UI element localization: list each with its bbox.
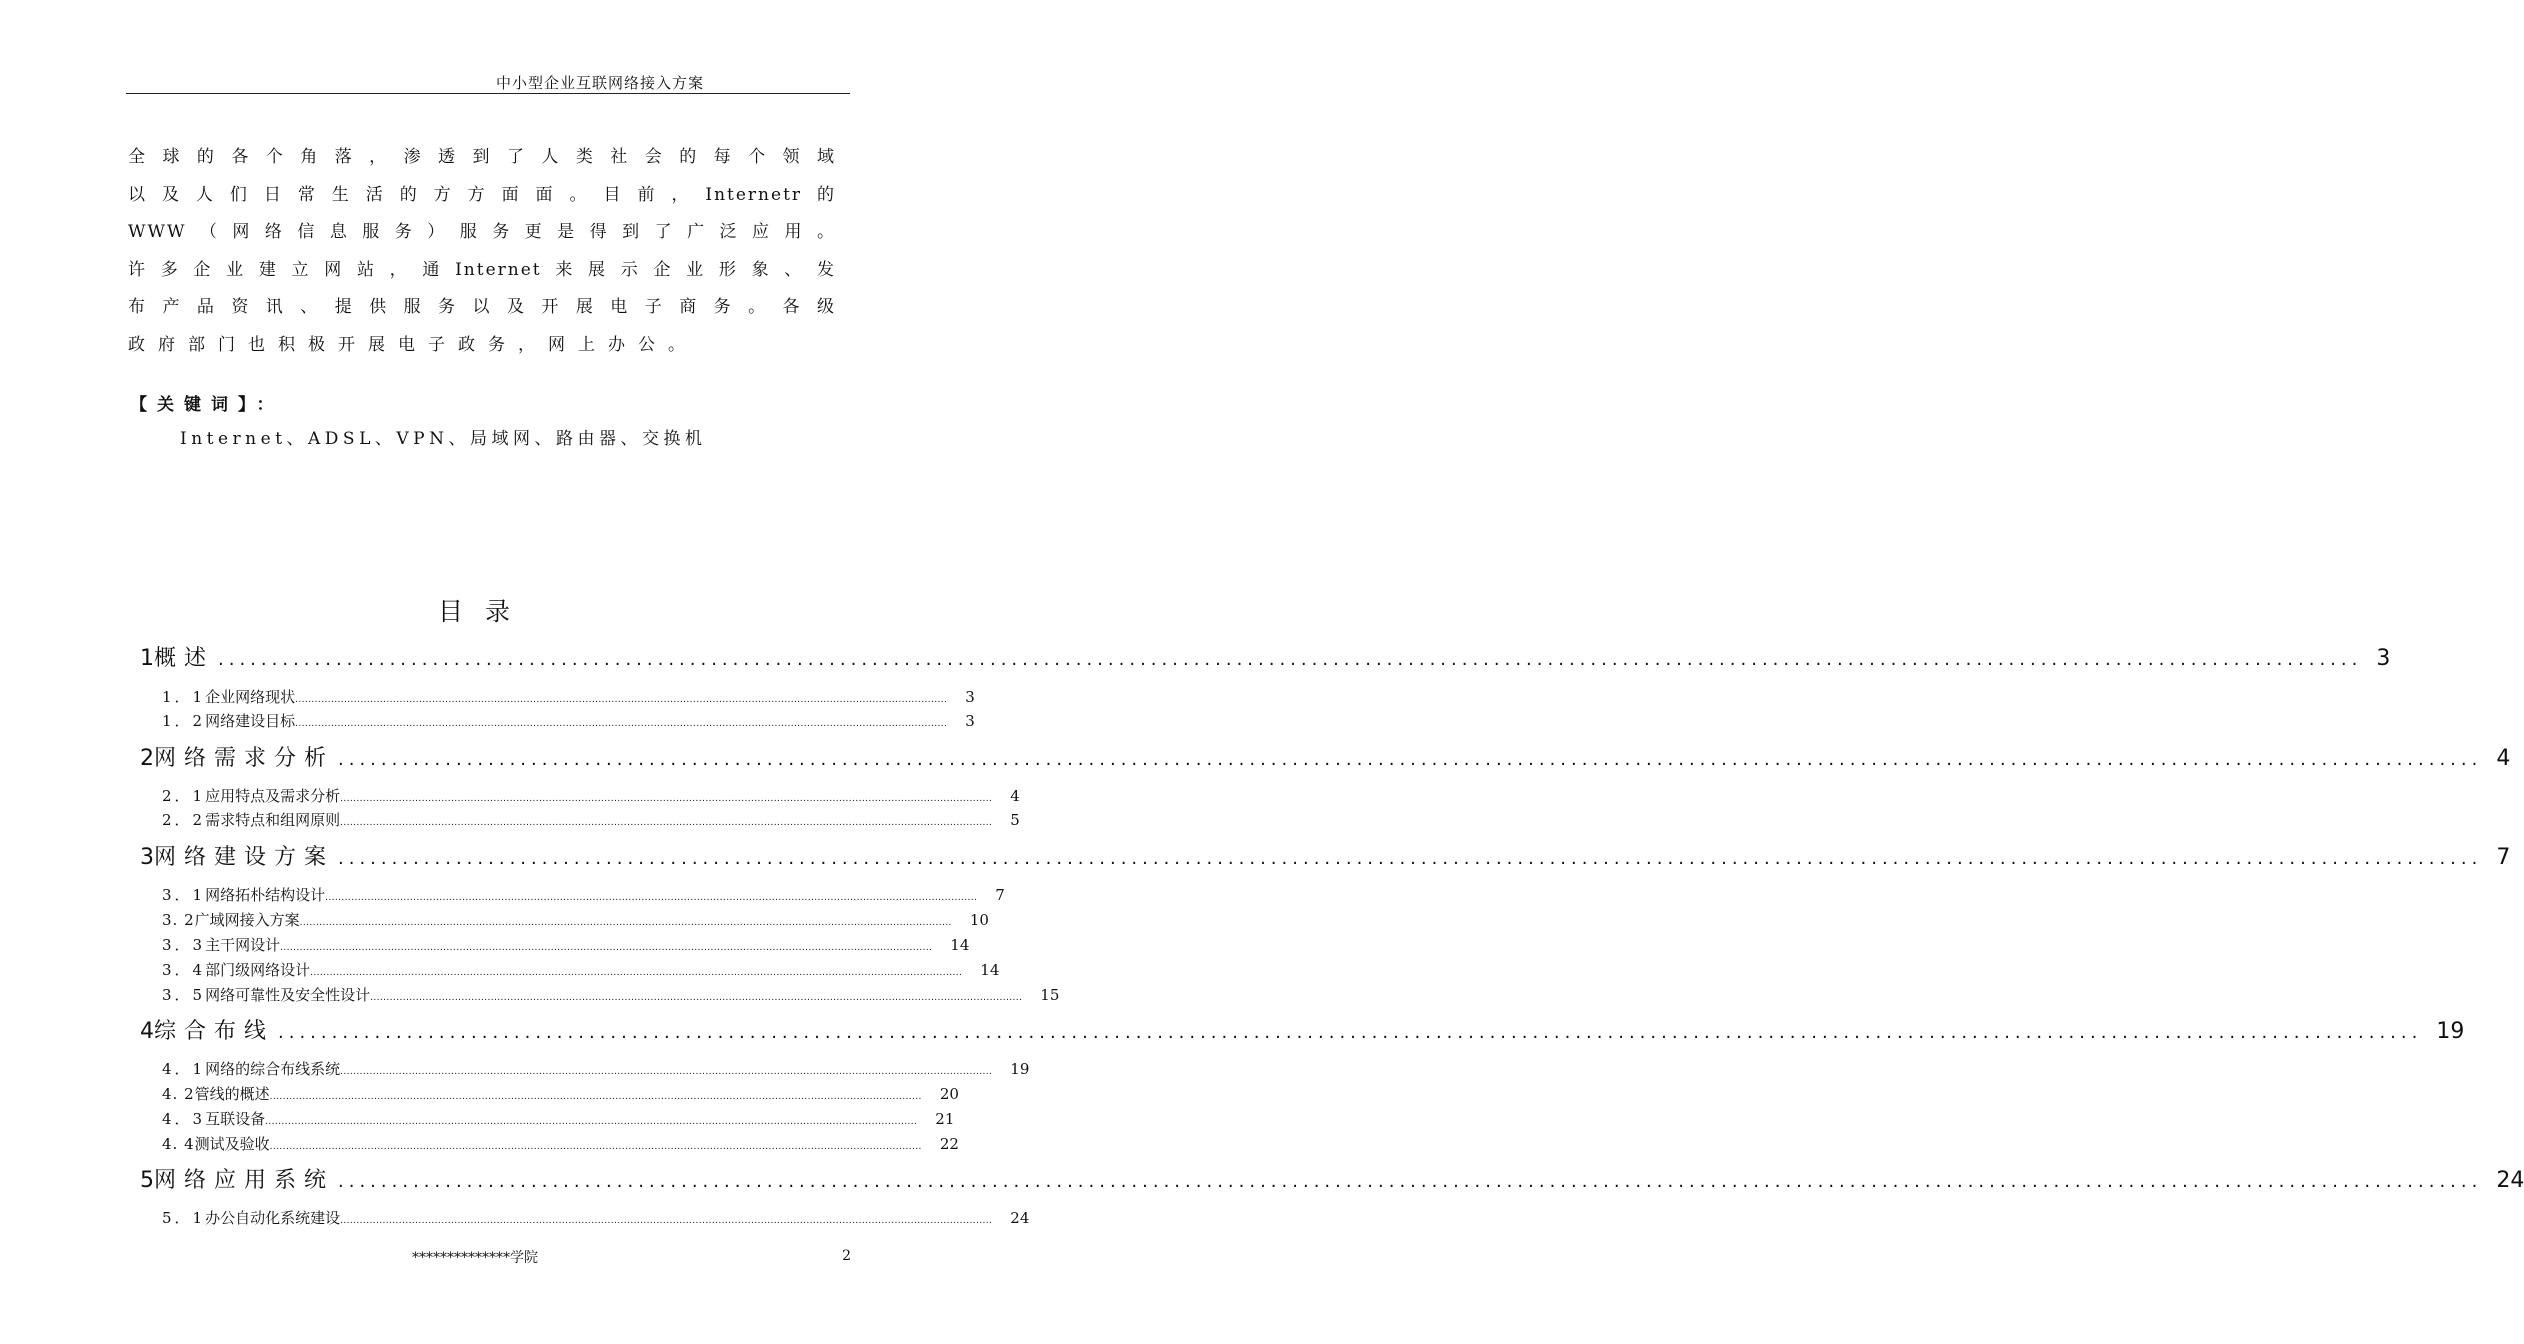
toc-dot-leader: ........................................................................................................................................................................................................ bbox=[278, 1022, 2423, 1043]
toc-title: 目录 bbox=[437, 597, 532, 626]
toc-entry-number: 3．5 bbox=[162, 986, 206, 1004]
toc-entry-number: 4 bbox=[140, 1019, 154, 1044]
toc-section-entry[interactable] bbox=[140, 884, 1005, 906]
toc-section-entry[interactable] bbox=[140, 686, 975, 708]
toc-entry-number: 2．2 bbox=[162, 811, 206, 829]
toc-entry-title: 概述 bbox=[154, 646, 215, 671]
toc-entry-page: 4 bbox=[1010, 787, 1020, 805]
toc-entry-title: 网络可靠性及安全性设计 bbox=[205, 986, 371, 1004]
toc-dot-leader: ........................................................................................................................................................................................................ bbox=[310, 968, 963, 978]
toc-section-entry[interactable] bbox=[140, 909, 989, 931]
toc-section-entry[interactable] bbox=[140, 785, 1020, 807]
toc-entry-page: 10 bbox=[969, 911, 989, 929]
keywords-label: 【关键词】： bbox=[130, 395, 284, 415]
toc-entry-title: 综合布线 bbox=[154, 1019, 275, 1044]
toc-dot-leader: ........................................................................................................................................................................................................ bbox=[338, 749, 2483, 770]
toc-entry-number: 1．1 bbox=[162, 688, 206, 706]
toc-entry-page: 19 bbox=[2436, 1019, 2465, 1044]
footer-institution: **************学院 bbox=[412, 1250, 538, 1266]
toc-entry-title: 互联设备 bbox=[205, 1110, 266, 1128]
toc-entry-title: 管线的概述 bbox=[194, 1085, 270, 1103]
toc-entry-number: 3．3 bbox=[162, 936, 206, 954]
toc-dot-leader: ........................................................................................................................................................................................................ bbox=[218, 649, 2363, 670]
toc-entry-number: 4. 4 bbox=[162, 1135, 195, 1153]
toc-entry-page: 7 bbox=[2496, 845, 2511, 870]
toc-entry-page: 20 bbox=[939, 1085, 959, 1103]
toc-entry-number: 3 bbox=[140, 845, 154, 870]
toc-entry-number: 5．1 bbox=[162, 1209, 206, 1227]
keywords-list: Internet、ADSL、VPN、局域网、路由器、交换机 bbox=[180, 429, 707, 449]
toc-dot-leader: ........................................................................................................................................................................................................ bbox=[269, 1092, 922, 1102]
toc-section-entry[interactable] bbox=[140, 1207, 1030, 1229]
toc-section-entry[interactable] bbox=[140, 809, 1020, 831]
toc-section-entry[interactable] bbox=[140, 1108, 955, 1130]
toc-entry-title: 网络建设方案 bbox=[154, 845, 335, 870]
toc-entry-page: 3 bbox=[965, 712, 975, 730]
toc-chapter-entry[interactable] bbox=[140, 642, 2391, 676]
toc-entry-title: 主干网设计 bbox=[205, 936, 281, 954]
toc-chapter-entry[interactable] bbox=[140, 841, 2511, 875]
body-line: 许多企业建立网站，通Internet来展示企业形象、发 bbox=[128, 259, 836, 280]
toc-entry-page: 7 bbox=[995, 886, 1005, 904]
toc-chapter-entry[interactable] bbox=[140, 1164, 2524, 1198]
body-paragraph bbox=[128, 139, 836, 364]
toc-entry-title: 网络应用系统 bbox=[154, 1168, 335, 1193]
toc-entry-number: 1．2 bbox=[162, 712, 206, 730]
running-header-title: 中小型企业互联网络接入方案 bbox=[495, 74, 704, 92]
toc-entry-title: 应用特点及需求分析 bbox=[205, 787, 341, 805]
toc-dot-leader: ........................................................................................................................................................................................................ bbox=[265, 1117, 918, 1127]
toc-entry-number: 2 bbox=[140, 746, 154, 771]
toc-section-entry[interactable] bbox=[140, 1083, 959, 1105]
toc-entry-page: 15 bbox=[1040, 986, 1060, 1004]
body-line: 全球的各个角落，渗透到了人类社会的每个领域 bbox=[128, 147, 836, 167]
toc-section-entry[interactable] bbox=[140, 984, 1060, 1006]
page-number: 2 bbox=[842, 1248, 851, 1264]
toc-entry-page: 19 bbox=[1010, 1060, 1030, 1078]
toc-entry-number: 2．1 bbox=[162, 787, 206, 805]
toc-dot-leader: ........................................................................................................................................................................................................ bbox=[340, 818, 993, 828]
toc-entry-page: 24 bbox=[1010, 1209, 1030, 1227]
body-line: 布产品资讯、提供服务以及开展电子商务。各级 bbox=[128, 297, 836, 317]
toc-section-entry[interactable] bbox=[140, 1133, 959, 1155]
toc-entry-page: 4 bbox=[2496, 746, 2511, 771]
toc-section-entry[interactable] bbox=[140, 959, 1000, 981]
toc-entry-page: 21 bbox=[935, 1110, 955, 1128]
toc-dot-leader: ........................................................................................................................................................................................................ bbox=[338, 1171, 2483, 1192]
body-line: WWW（网络信息服务）服务更是得到了广泛应用。 bbox=[128, 222, 836, 242]
toc-entry-page: 3 bbox=[2376, 646, 2391, 671]
body-line: 以及人们日常生活的方方面面。目前，Internetr的 bbox=[128, 184, 836, 205]
toc-entry-page: 24 bbox=[2496, 1168, 2524, 1193]
toc-dot-leader: ........................................................................................................................................................................................................ bbox=[370, 993, 1023, 1003]
toc-entry-title: 企业网络现状 bbox=[205, 688, 296, 706]
toc-chapter-entry[interactable] bbox=[140, 742, 2511, 776]
toc-entry-title: 广域网接入方案 bbox=[194, 911, 300, 929]
toc-entry-title: 网络需求分析 bbox=[154, 746, 335, 771]
toc-dot-leader: ........................................................................................................................................................................................................ bbox=[269, 1142, 922, 1152]
body-line: 政府部门也积极开展电子政务，网上办公。 bbox=[128, 334, 698, 355]
toc-dot-leader: ........................................................................................................................................................................................................ bbox=[295, 719, 948, 729]
toc-dot-leader: ........................................................................................................................................................................................................ bbox=[280, 943, 933, 953]
toc-entry-number: 1 bbox=[140, 646, 154, 671]
toc-dot-leader: ........................................................................................................................................................................................................ bbox=[340, 1067, 993, 1077]
toc-entry-number: 4．3 bbox=[162, 1110, 206, 1128]
toc-entry-title: 需求特点和组网原则 bbox=[205, 811, 341, 829]
toc-dot-leader: ........................................................................................................................................................................................................ bbox=[325, 893, 978, 903]
toc-entry-page: 5 bbox=[1010, 811, 1020, 829]
toc-entry-title: 办公自动化系统建设 bbox=[205, 1209, 341, 1227]
toc-entry-page: 14 bbox=[980, 961, 1000, 979]
toc-entry-page: 22 bbox=[939, 1135, 959, 1153]
toc-entry-number: 5 bbox=[140, 1168, 154, 1193]
toc-entry-page: 14 bbox=[950, 936, 970, 954]
toc-entry-number: 3. 2 bbox=[162, 911, 195, 929]
toc-chapter-entry[interactable] bbox=[140, 1015, 2465, 1049]
toc-section-entry[interactable] bbox=[140, 1058, 1030, 1080]
toc-dot-leader: ........................................................................................................................................................................................................ bbox=[338, 848, 2483, 869]
toc-entry-title: 网络的综合布线系统 bbox=[205, 1060, 341, 1078]
toc-entry-title: 网络建设目标 bbox=[205, 712, 296, 730]
toc-entry-number: 4．1 bbox=[162, 1060, 206, 1078]
toc-dot-leader: ........................................................................................................................................................................................................ bbox=[340, 794, 993, 804]
toc-entry-number: 4. 2 bbox=[162, 1085, 195, 1103]
toc-entry-number: 3．4 bbox=[162, 961, 206, 979]
toc-dot-leader: ........................................................................................................................................................................................................ bbox=[340, 1216, 993, 1226]
toc-entry-title: 部门级网络设计 bbox=[205, 961, 311, 979]
toc-entry-title: 网络拓朴结构设计 bbox=[205, 886, 326, 904]
toc-section-entry[interactable] bbox=[140, 710, 975, 732]
toc-dot-leader: ........................................................................................................................................................................................................ bbox=[295, 695, 948, 705]
toc-section-entry[interactable] bbox=[140, 934, 970, 956]
toc-entry-title: 测试及验收 bbox=[194, 1135, 270, 1153]
toc-entry-page: 3 bbox=[965, 688, 975, 706]
toc-entry-number: 3．1 bbox=[162, 886, 206, 904]
toc-dot-leader: ........................................................................................................................................................................................................ bbox=[299, 918, 952, 928]
header-divider bbox=[126, 93, 850, 94]
